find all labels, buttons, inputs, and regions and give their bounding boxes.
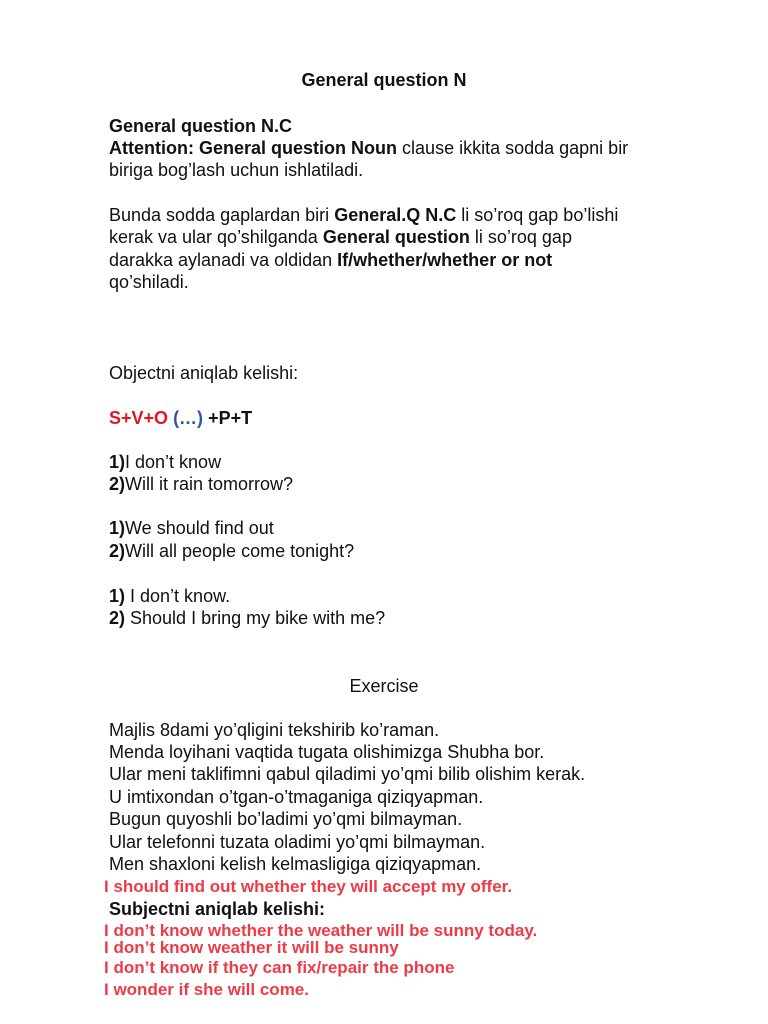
paragraph-line-3: darakka aylanadi va oldidan If/whether/whether or not xyxy=(109,250,553,270)
formula-svo: S+V+O xyxy=(109,408,169,428)
attention-label: Attention: xyxy=(109,138,194,158)
paragraph-line-2: kerak va ular qo’shilganda General question li so’roq gap xyxy=(109,227,572,247)
handwritten-answer: I don’t know weather it will be sunny xyxy=(104,938,399,957)
formula-pt: +P+T xyxy=(208,408,253,428)
exercise-line: U imtixondan o’tgan-o’tmaganiga qiziqyapman. xyxy=(109,787,484,807)
handwritten-answer: I wonder if she will come. xyxy=(104,980,309,999)
exercise-line: Menda loyihani vaqtida tugata olishimizga Shubha bor. xyxy=(109,742,545,762)
example-2-sentence-1: 1)We should find out xyxy=(109,518,274,538)
attention-line xyxy=(109,137,628,159)
exercise-line: Ular meni taklifimni qabul qiladimi yo’qmi bilib olishim kerak. xyxy=(109,764,586,784)
paragraph-line-1: Bunda sodda gaplardan biri General.Q N.C li so’roq gap bo’lishi xyxy=(109,205,619,225)
exercise-line: Bugun quyoshli bo’ladimi yo’qmi bilmayman. xyxy=(109,809,463,829)
section-heading: General question N.C xyxy=(109,116,293,136)
example-1-sentence-2: 2)Will it rain tomorrow? xyxy=(109,474,294,494)
exercise-line: Majlis 8dami yo’qligini tekshirib ko’raman. xyxy=(109,720,440,740)
attention-line-2: biriga bog’lash uchun ishlatiladi. xyxy=(109,160,364,180)
handwritten-answer: I should find out whether they will accept my offer. xyxy=(104,877,513,896)
attention-text: clause ikkita sodda gapni bir xyxy=(402,138,629,158)
formula-ellipsis: (…) xyxy=(173,408,204,428)
exercise-line: Ular telefonni tuzata oladimi yo’qmi bilmayman. xyxy=(109,832,486,852)
handwritten-answer: I don’t know if they can fix/repair the phone xyxy=(104,958,455,977)
example-1-sentence-1: 1)I don’t know xyxy=(109,452,222,472)
exercise-title: Exercise xyxy=(349,676,419,696)
formula xyxy=(109,407,252,429)
example-2-sentence-2: 2)Will all people come tonight? xyxy=(109,541,355,561)
example-3-sentence-1: 1) I don’t know. xyxy=(109,586,231,606)
page-title: General question N xyxy=(301,70,467,90)
handwritten-answer: I don’t know whether the weather will be sunny today. xyxy=(104,921,538,940)
paragraph-line-4: qo’shiladi. xyxy=(109,272,189,292)
attention-term: General question Noun xyxy=(199,138,398,158)
object-heading: Objectni aniqlab kelishi: xyxy=(109,363,299,383)
example-3-sentence-2: 2) Should I bring my bike with me? xyxy=(109,608,386,628)
exercise-line: Men shaxloni kelish kelmasligiga qiziqyapman. xyxy=(109,854,482,874)
subject-heading: Subjectni aniqlab kelishi: xyxy=(109,899,326,919)
